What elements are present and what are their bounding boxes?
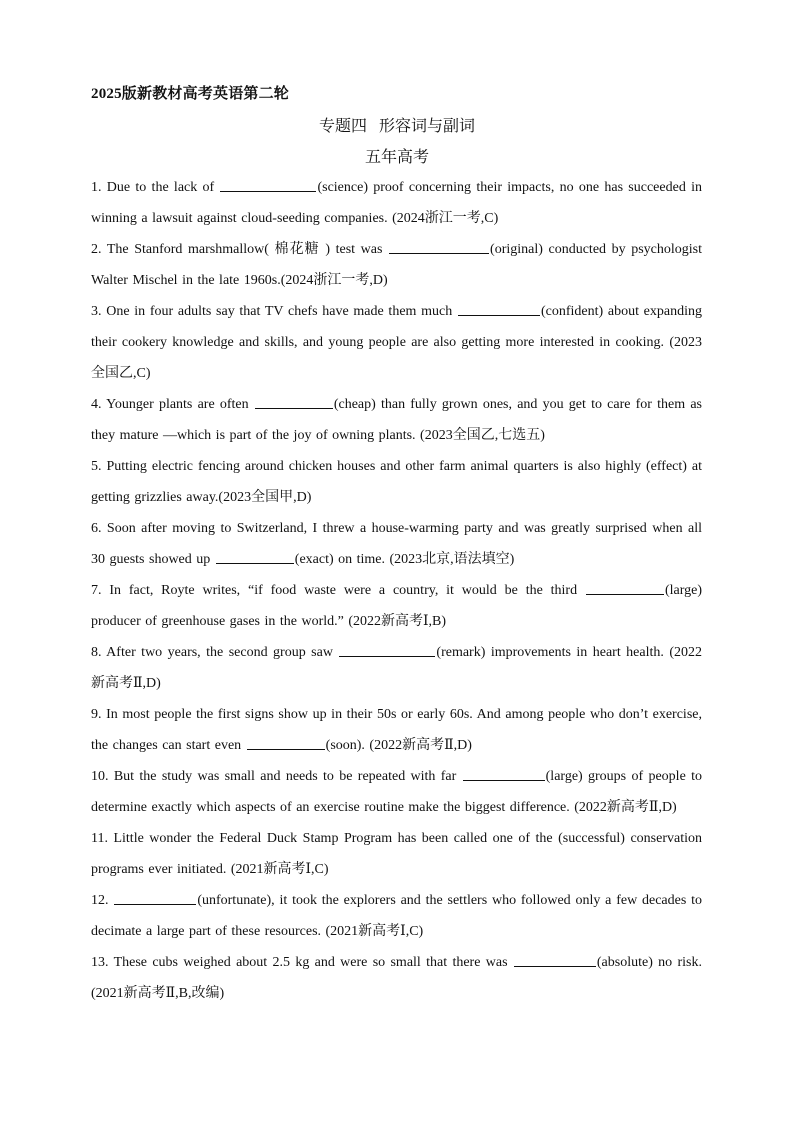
question-text: 13. These cubs weighed about 2.5 kg and were so small that there was	[91, 955, 508, 970]
answer-blank[interactable]	[220, 177, 316, 192]
question-hint: (science) proof concerning their impacts, no one has succeeded in winning a lawsuit against cloud-seeding companies. (2024浙江一考,C)	[91, 180, 702, 226]
question-hint: (absolute) no risk. (2021新高考Ⅱ,B,改编)	[91, 955, 703, 1001]
question-hint: (soon). (2022新高考Ⅱ,D)	[325, 738, 472, 753]
question-2	[91, 234, 702, 296]
question-text: 3. One in four adults say that TV chefs have made them much	[91, 304, 453, 319]
question-3	[91, 296, 702, 389]
answer-blank[interactable]	[463, 766, 545, 781]
question-13	[91, 947, 702, 1009]
answer-blank[interactable]	[216, 549, 294, 564]
question-text: 9. In most people the first signs show up in their 50s or early 60s. And among people who don’t exercise, the changes can start even	[91, 707, 702, 753]
answer-blank[interactable]	[458, 301, 540, 316]
question-7	[91, 575, 702, 637]
answer-blank[interactable]	[114, 890, 196, 905]
topic-number: 专题四	[318, 118, 367, 135]
answer-blank[interactable]	[339, 642, 435, 657]
question-12	[91, 885, 702, 947]
question-hint: (cheap) than fully grown ones, and you get to care for them as they mature —which is part of the joy of owning plants. (2023全国乙,七选五)	[91, 397, 702, 443]
question-1	[91, 172, 702, 234]
question-hint: (original) conducted by psychologist Walter Mischel in the late 1960s.(2024浙江一考,D)	[91, 242, 702, 288]
question-hint: (unfortunate), it took the explorers and the settlers who followed only a few decades to decimate a large part of these resources. (2021新高考Ⅰ,C)	[91, 893, 702, 939]
question-9	[91, 699, 702, 761]
question-hint: (confident) about expanding their cookery knowledge and skills, and young people are also getting more interested in cooking. (2023全国乙,C)	[91, 304, 702, 381]
question-10	[91, 761, 702, 823]
question-text: 6. Soon after moving to Switzerland, I threw a house-warming party and was greatly surprised when all 30 guests showed up	[91, 521, 702, 567]
question-5	[91, 451, 702, 513]
question-text: 2. The Stanford marshmallow( 棉花糖 ) test was	[91, 242, 383, 257]
question-text: 1. Due to the lack of	[91, 180, 215, 195]
question-hint: (exact) on time. (2023北京,语法填空)	[294, 552, 515, 567]
question-text: 10. But the study was small and needs to be repeated with far	[91, 769, 457, 784]
answer-blank[interactable]	[247, 735, 325, 750]
question-hint: (large) groups of people to determine exactly which aspects of an exercise routine make the biggest difference. (2022新高考Ⅱ,D)	[91, 769, 703, 815]
question-text: 4. Younger plants are often	[91, 397, 249, 412]
question-6	[91, 513, 702, 575]
question-4	[91, 389, 702, 451]
question-text: 11. Little wonder the Federal Duck Stamp Program has been called one of the (successful) conservation programs ever initiated. (2021新高考Ⅰ,C)	[91, 831, 702, 877]
question-11	[91, 823, 702, 885]
question-text: 12.	[91, 893, 109, 908]
question-text: 8. After two years, the second group saw	[91, 645, 333, 660]
question-hint: (remark) improvements in heart health. (2022新高考Ⅱ,D)	[91, 645, 703, 691]
question-text: 5. Putting electric fencing around chicken houses and other farm animal quarters is also highly (effect) at getting grizzlies away.(2023全国甲,D)	[91, 459, 702, 505]
answer-blank[interactable]	[586, 580, 664, 595]
book-title: 2025版新教材高考英语第二轮	[91, 86, 290, 102]
section-heading: 五年高考	[364, 149, 429, 166]
question-text: 7. In fact, Royte writes, “if food waste were a country, it would be the third	[91, 583, 578, 598]
answer-blank[interactable]	[389, 239, 489, 254]
topic-name: 形容词与副词	[379, 118, 476, 135]
answer-blank[interactable]	[255, 394, 333, 409]
question-hint: (large) producer of greenhouse gases in the world.” (2022新高考Ⅰ,B)	[91, 583, 703, 629]
question-8	[91, 637, 702, 699]
answer-blank[interactable]	[514, 952, 596, 967]
question-list	[91, 172, 702, 1009]
topic-heading	[0, 113, 794, 136]
